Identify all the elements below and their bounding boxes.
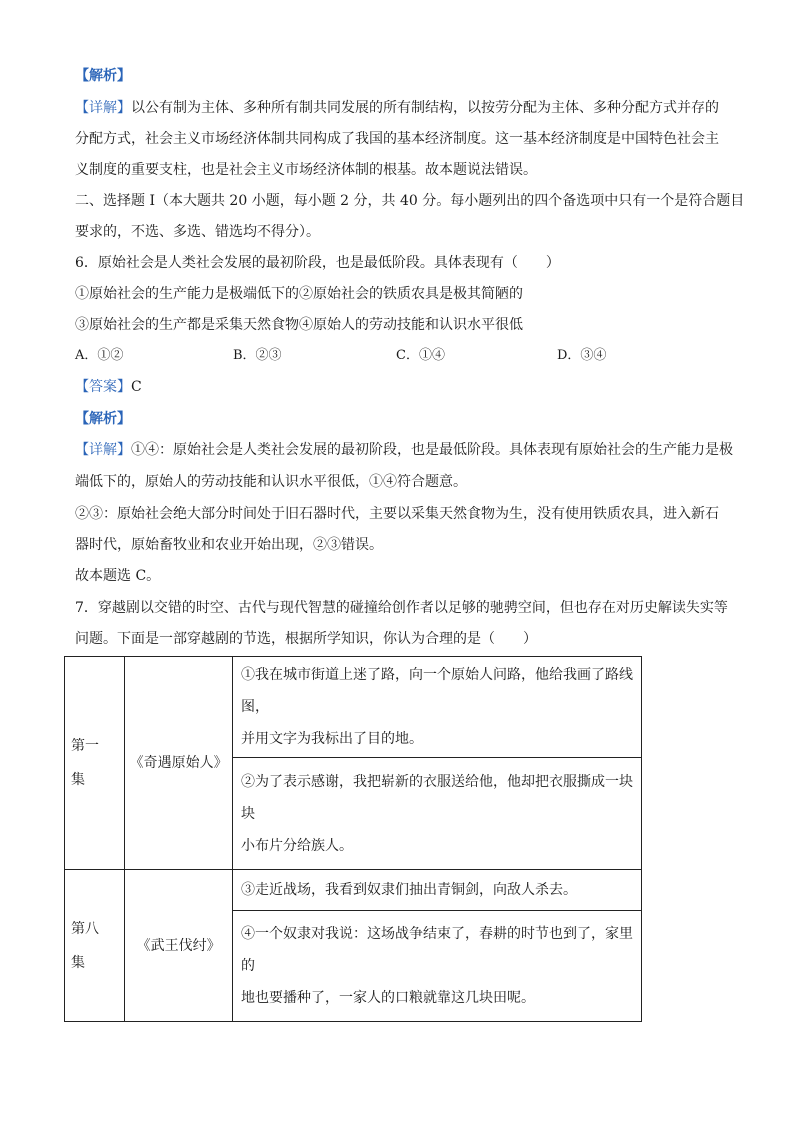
scene-cell: ④一个奴隶对我说：这场战争结束了，春耕的时节也到了，家里 的 地也要播种了，一家人的口粮就靠这几块田呢。 xyxy=(233,911,642,1022)
answer-label: 【答案】 xyxy=(75,379,131,395)
scene-cell: ③走近战场，我看到奴隶们抽出青铜剑，向敌人杀去。 xyxy=(233,870,642,911)
q6-statement-2: ③原始社会的生产都是采集天然食物④原始人的劳动技能和认识水平很低 xyxy=(75,317,523,333)
section2-heading-1: 二、选择题 I（本大题共 20 小题，每小题 2 分，共 40 分。每小题列出的四个备选项中只有一个是符合题目 xyxy=(75,193,745,209)
q6-option-d: D．③④ xyxy=(557,348,607,363)
scene-cell: ①我在城市街道上迷了路，向一个原始人问路，他给我画了路线 图， 并用文字为我标出了目的地。 xyxy=(233,657,642,758)
table-row xyxy=(65,657,642,758)
episode-title-cell: 《奇遇原始人》 xyxy=(125,657,233,870)
q6-statement-1: ①原始社会的生产能力是极端低下的②原始社会的铁质农具是极其简陋的 xyxy=(75,286,523,302)
scene-cell: ②为了表示感谢，我把崭新的衣服送给他，他却把衣服撕成一块 块 小布片分给族人。 xyxy=(233,758,642,870)
q6-stem: 6．原始社会是人类社会发展的最初阶段，也是最低阶段。具体表现有（ ） xyxy=(75,255,560,271)
detail-label: 【详解】 xyxy=(75,100,131,116)
q7-table xyxy=(64,656,642,1022)
q6-option-b: B．②③ xyxy=(233,348,282,363)
q6-detail-line-2: 端低下的，原始人的劳动技能和认识水平很低，①④符合题意。 xyxy=(75,474,467,490)
q6-answer-value: C xyxy=(131,379,142,395)
q6-detail-line-3: ②③：原始社会绝大部分时间处于旧石器时代，主要以采集天然食物为生，没有使用铁质农具，进入新石 xyxy=(75,506,719,522)
q7-stem-line-1: 7．穿越剧以交错的时空、古代与现代智慧的碰撞给创作者以足够的驰骋空间，但也存在对历史解读失实等 xyxy=(75,600,728,616)
analysis-label: 【解析】 xyxy=(75,68,131,84)
section2-heading-2: 要求的，不选、多选、错选均不得分）。 xyxy=(75,224,320,240)
q6-detail-line-4: 器时代，原始畜牧业和农业开始出现，②③错误。 xyxy=(75,537,383,553)
q6-option-a: A．①② xyxy=(75,348,124,363)
table-row xyxy=(65,870,642,911)
q6-analysis-label: 【解析】 xyxy=(75,411,131,427)
q5-detail-line-3: 义制度的重要支柱，也是社会主义市场经济体制的根基。故本题说法错误。 xyxy=(75,162,537,178)
q6-detail-line-5: 故本题选 C。 xyxy=(75,568,161,584)
q5-detail-line-2: 分配方式，社会主义市场经济体制共同构成了我国的基本经济制度。这一基本经济制度是中国特色社会主 xyxy=(75,131,719,147)
episode-cell: 第八 集 xyxy=(65,870,125,1022)
episode-cell: 第一 集 xyxy=(65,657,125,870)
q6-option-c: C．①④ xyxy=(396,348,445,363)
q6-detail-line-1: 【详解】①④：原始社会是人类社会发展的最初阶段，也是最低阶段。具体表现有原始社会的生产能力是极 xyxy=(75,442,733,458)
q6-answer xyxy=(75,377,735,397)
q5-detail-line-1: 【详解】以公有制为主体、多种所有制共同发展的所有制结构，以按劳分配为主体、多种分配方式并存的 xyxy=(75,100,719,116)
q7-stem-line-2: 问题。下面是一部穿越剧的节选，根据所学知识，你认为合理的是（ ） xyxy=(75,631,537,647)
episode-title-cell: 《武王伐纣》 xyxy=(125,870,233,1022)
